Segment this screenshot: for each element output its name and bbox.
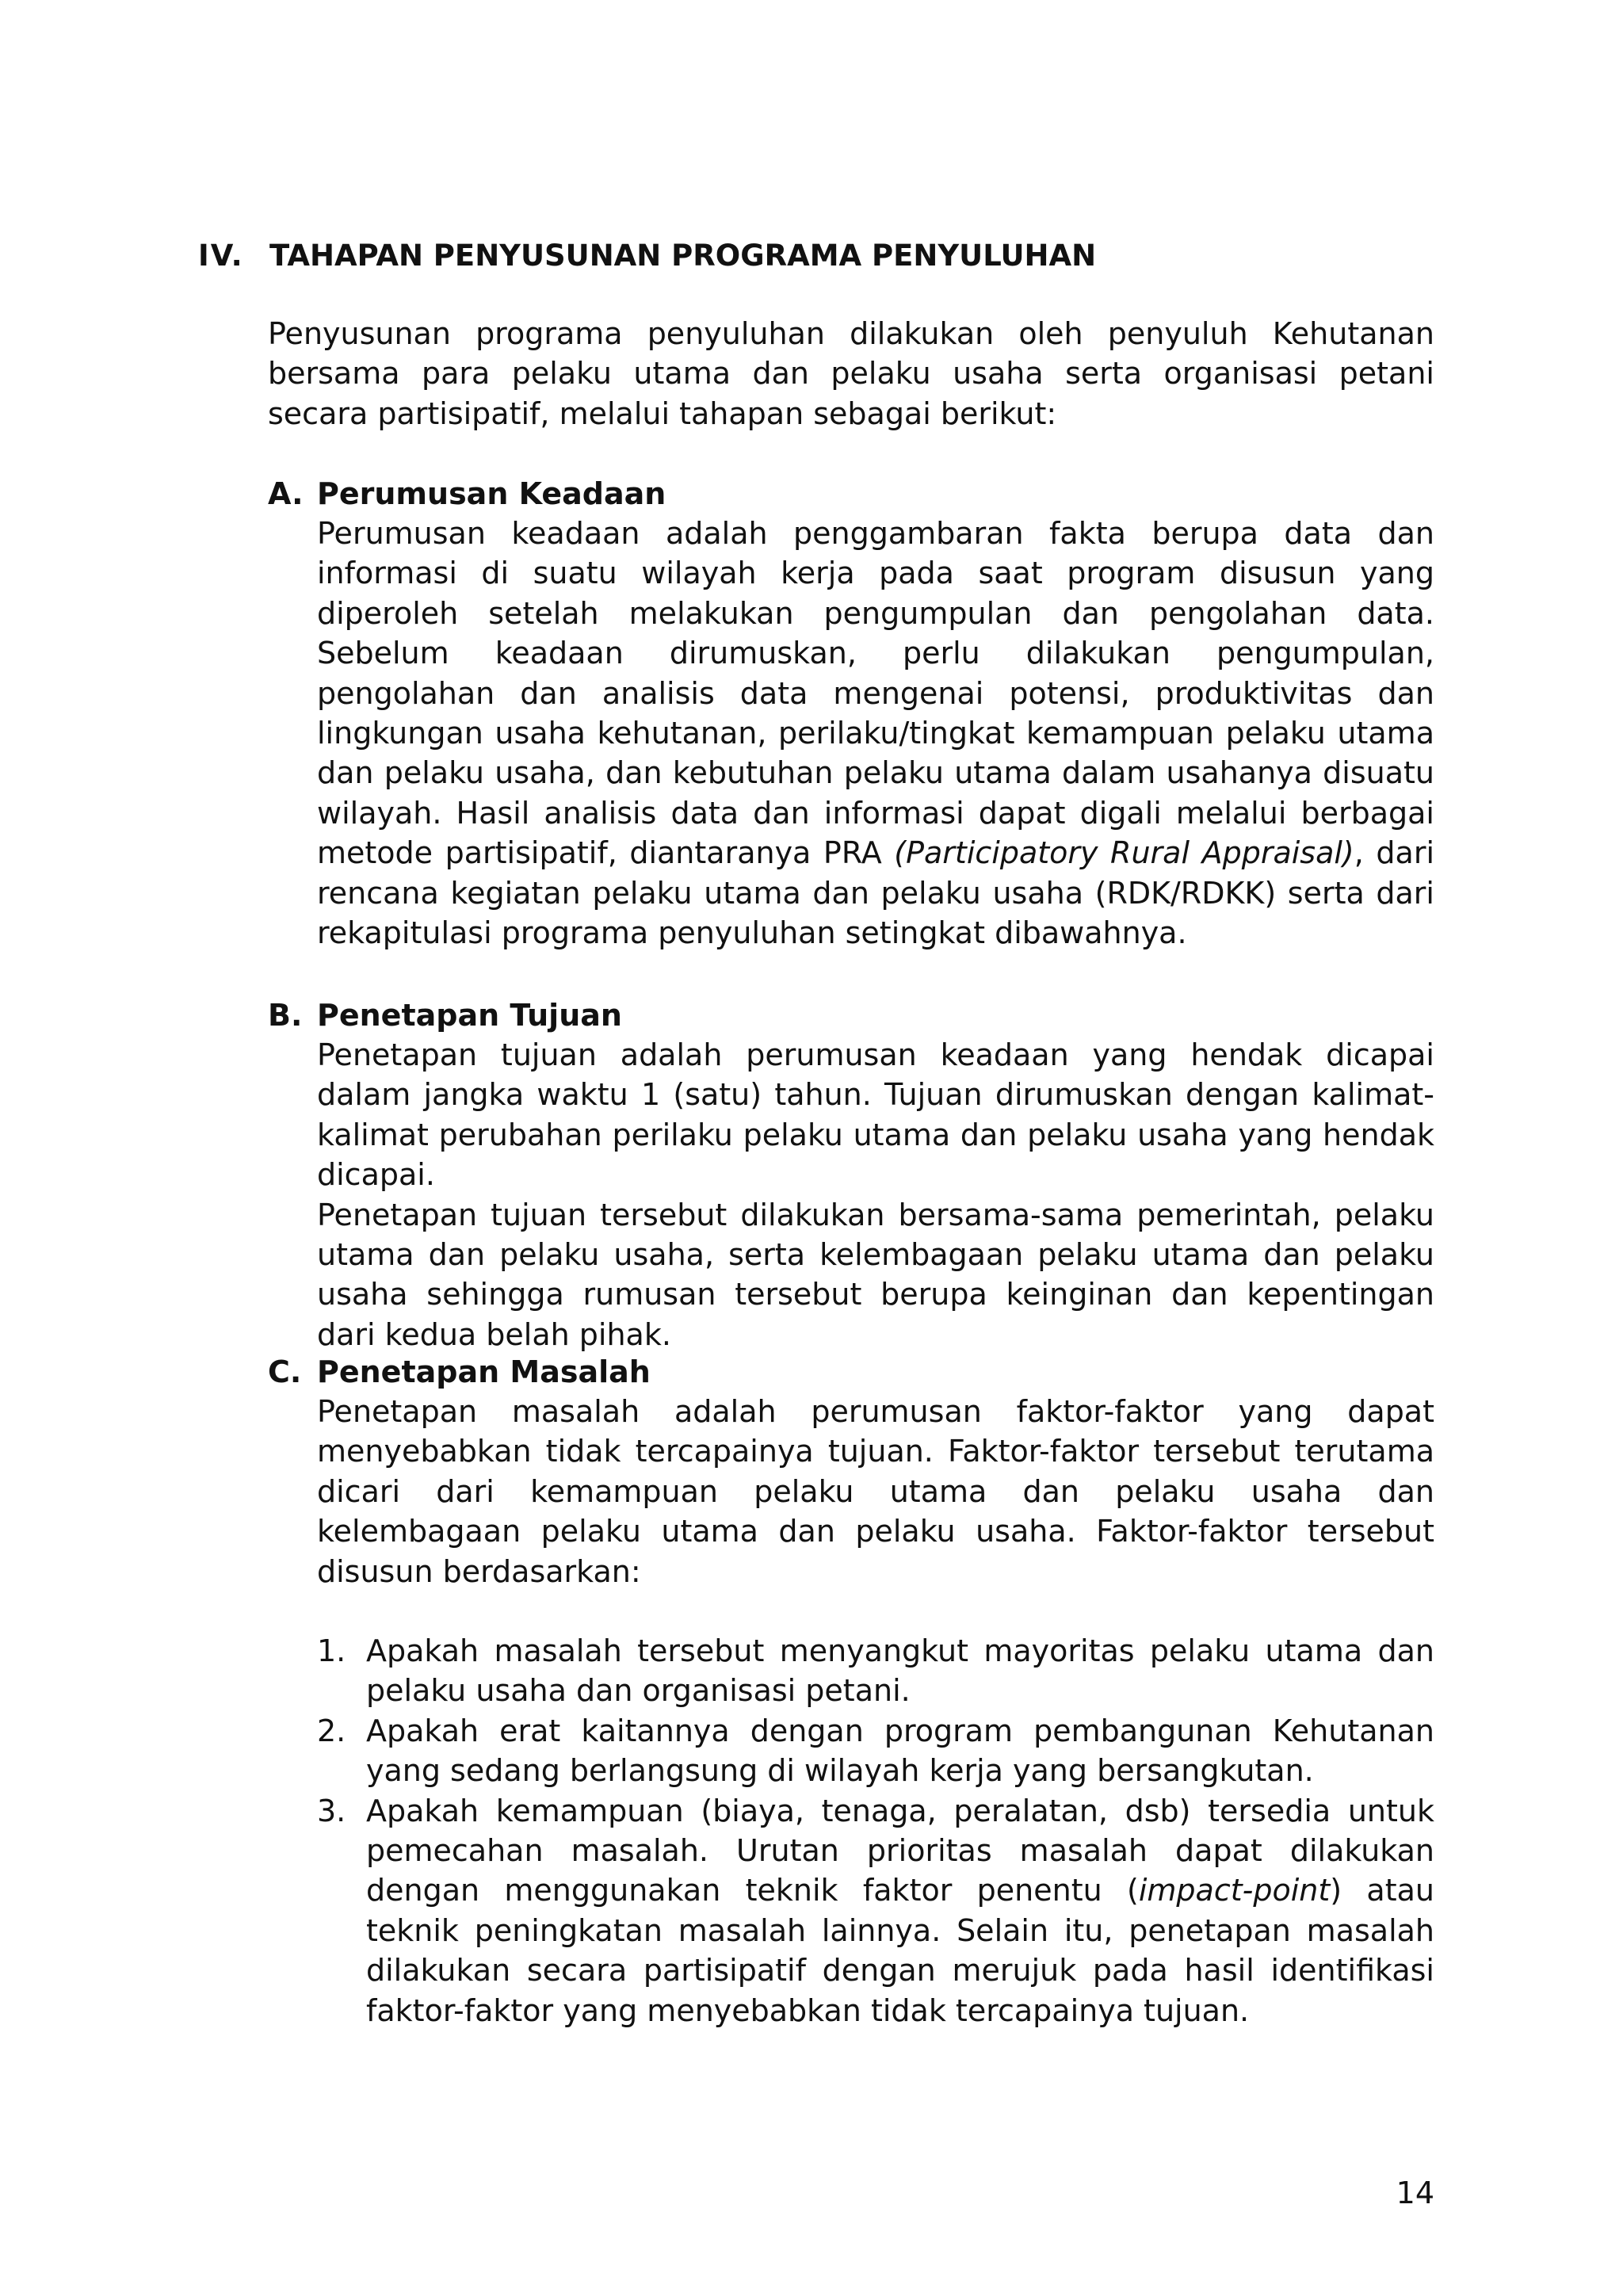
list-item-number: 1. [317, 1633, 346, 1668]
section-b-paragraph-1: Penetapan tujuan adalah perumusan keadaan yang hendak dicapai dalam jangka waktu 1 (satu) tahun. Tujuan dirumuskan dengan kalimat-kalimat perubahan perilaku pelaku utama dan pelaku usaha yang hendak dicapai. [317, 1037, 1434, 1193]
section-b-title: Penetapan Tujuan [317, 998, 622, 1033]
section-c-heading [268, 1352, 1219, 1392]
list-item [317, 1791, 1434, 2030]
list-item [317, 1711, 1434, 1791]
list-item-number: 3. [317, 1793, 346, 1828]
section-a-title: Perumusan Keadaan [317, 476, 666, 511]
list-item [317, 1631, 1434, 1711]
section-b-letter: B. [268, 998, 303, 1033]
list-item-text-2: ) atau teknik peningkatan masalah lainnya. Selain itu, penetapan masalah dilakukan secara partisipatif dengan merujuk pada hasil identifikasi faktor-faktor yang menyebabkan tidak tercapainya tujuan. [366, 1873, 1434, 2028]
chapter-title: TAHAPAN PENYUSUNAN PROGRAMA PENYULUHAN [269, 239, 1097, 273]
intro-paragraph: Penyusunan programa penyuluhan dilakukan oleh penyuluh Kehutanan bersama para pelaku utama dan pelaku usaha serta organisasi petani secara partisipatif, melalui tahapan sebagai berikut: [268, 316, 1434, 431]
section-a-heading [268, 474, 1219, 514]
section-b-body [317, 1035, 1434, 1354]
list-item-text: Apakah erat kaitannya dengan program pembangunan Kehutanan yang sedang berlangsung di wilayah kerja yang bersangkutan. [366, 1713, 1434, 1789]
criteria-list [317, 1631, 1434, 2030]
section-a-letter: A. [268, 476, 304, 511]
section-a-text-italic: (Participatory Rural Appraisal) [894, 835, 1354, 871]
page-number: 14 [1396, 2176, 1434, 2210]
chapter-heading [198, 236, 1434, 276]
section-a-body [317, 514, 1434, 953]
section-c-letter: C. [268, 1354, 302, 1389]
section-a-text-1: Perumusan keadaan adalah penggambaran fakta berupa data dan informasi di suatu wilayah kerja pada saat program disusun yang diperoleh setelah melakukan pengumpulan dan pengolahan data. Sebelum keadaan dirumuskan, perlu dilakukan pengumpulan, pengolahan dan analisis data mengenai potensi, produktivitas dan lingkungan usaha kehutanan, perilaku/tingkat kemampuan pelaku utama dan pelaku usaha, dan kebutuhan pelaku utama dalam usahanya disuatu wilayah. Hasil analisis data dan informasi dapat digali melalui berbagai metode partisipatif, diantaranya PRA [317, 516, 1434, 871]
chapter-number: IV. [198, 239, 244, 273]
list-item-text-italic: impact-point [1138, 1873, 1331, 1908]
list-item-text-1: Apakah kemampuan (biaya, tenaga, peralatan, dsb) tersedia untuk pemecahan masalah. Urutan prioritas masalah dapat dilakukan dengan menggunakan teknik faktor penentu ( [366, 1793, 1434, 1908]
section-c-body: Penetapan masalah adalah perumusan faktor-faktor yang dapat menyebabkan tidak tercapainya tujuan. Faktor-faktor tersebut terutama dicari dari kemampuan pelaku utama dan pelaku usaha dan kelembagaan pelaku utama dan pelaku usaha. Faktor-faktor tersebut disusun berdasarkan: [317, 1394, 1434, 1589]
list-item-text: Apakah masalah tersebut menyangkut mayoritas pelaku utama dan pelaku usaha dan organisasi petani. [366, 1633, 1434, 1709]
section-a-text-2: , dari rencana kegiatan pelaku utama dan pelaku usaha (RDK/RDKK) serta dari rekapitulasi programa penyuluhan setingkat dibawahnya. [317, 835, 1435, 951]
section-c-title: Penetapan Masalah [317, 1354, 651, 1389]
section-b-heading [268, 995, 1219, 1035]
list-item-number: 2. [317, 1713, 346, 1748]
section-b-paragraph-2: Penetapan tujuan tersebut dilakukan bersama-sama pemerintah, pelaku utama dan pelaku usaha, serta kelembagaan pelaku utama dan pelaku usaha sehingga rumusan tersebut berupa keinginan dan kepentingan dari kedua belah pihak. [317, 1197, 1434, 1352]
